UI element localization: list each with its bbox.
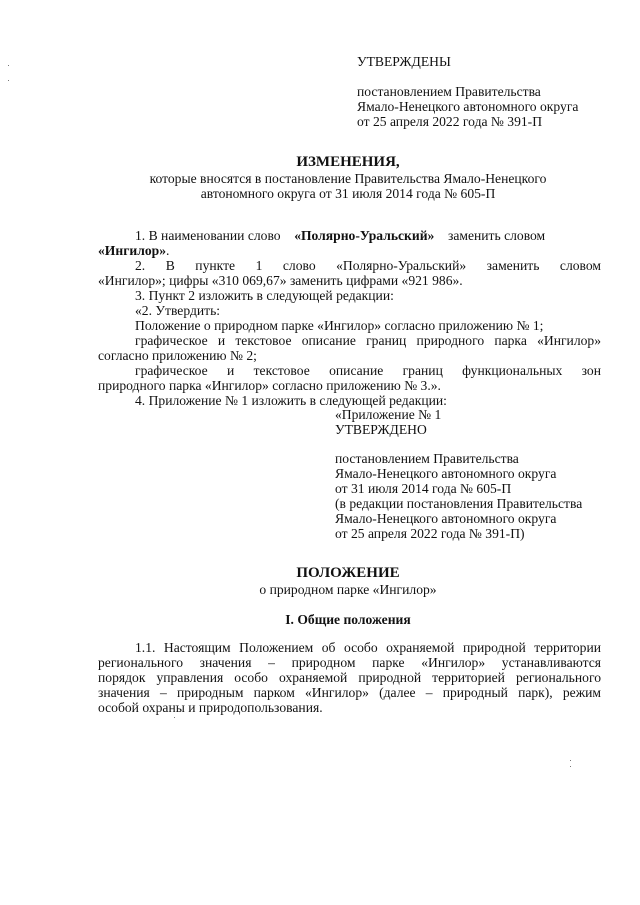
item-1-period: .	[166, 243, 170, 258]
item-1-keyword: «Полярно-Уральский»	[294, 228, 435, 243]
item-3-sub-2a: графическое и текстовое описание границ природного парка «Ингилор»	[135, 333, 601, 348]
item-3-sub-3b: природного парка «Ингилор» согласно приложению № 3.».	[98, 378, 441, 393]
changes-title: ИЗМЕНЕНИЯ,	[296, 154, 400, 170]
item-2-line-2: «Ингилор»; цифры «310 069,67» заменить цифрами «921 986».	[98, 273, 463, 288]
section-heading: I. Общие положения	[285, 612, 411, 627]
changes-subtitle-2: автономного округа от 31 июля 2014 года № 605-П	[200, 186, 496, 201]
item-4-line: 4. Приложение № 1 изложить в следующей редакции:	[135, 393, 447, 408]
approval-title: УТВЕРЖДЕНЫ	[357, 54, 451, 69]
para-line-2: регионального значения – природном парке «Ингилор» устанавливаются	[98, 655, 601, 670]
annex-approved: УТВЕРЖДЕНО	[335, 422, 427, 437]
annex-line-4: (в редакции постановления Правительства	[335, 496, 583, 511]
approval-line-1: постановлением Правительства	[357, 84, 541, 99]
item-1-part-a: 1. В наименовании слово	[135, 228, 281, 243]
item-3-quote: «2. Утвердить:	[135, 303, 221, 318]
item-3-sub-1: Положение о природном парке «Ингилор» согласно приложению № 1;	[135, 318, 544, 333]
approval-line-2: Ямало-Ненецкого автономного округа	[357, 99, 579, 114]
item-3-line: 3. Пункт 2 изложить в следующей редакции:	[135, 288, 394, 303]
item-2-line-1: 2. В пункте 1 слово «Полярно-Уральский» заменить словом	[135, 258, 601, 273]
item-3-sub-2b: согласно приложению № 2;	[98, 348, 257, 363]
item-1-part-c: заменить словом	[447, 228, 546, 243]
para-line-4: значения – природным парком «Ингилор» (далее – природный парк), режим	[98, 685, 601, 700]
para-line-5: особой охраны и природопользования.	[98, 700, 323, 715]
item-3-sub-3a: графическое и текстовое описание границ функциональных зон	[135, 363, 601, 378]
annex-quote: «Приложение № 1	[335, 407, 442, 422]
item-1-new-word: «Ингилор»	[98, 243, 166, 258]
annex-line-6: от 25 апреля 2022 года № 391-П)	[335, 526, 525, 541]
scan-speck	[8, 80, 9, 81]
scan-speck	[174, 717, 175, 718]
item-1-text-cont	[98, 243, 169, 258]
annex-line-3: от 31 июля 2014 года № 605-П	[335, 481, 512, 496]
scan-speck	[8, 65, 9, 66]
changes-subtitle-1: которые вносятся в постановление Правительства Ямало-Ненецкого	[149, 171, 547, 186]
para-line-1: 1.1. Настоящим Положением об особо охраняемой природной территории	[135, 640, 601, 655]
scan-speck	[570, 766, 571, 767]
para-line-3: порядок управления особо охраняемой природной территорией регионального	[98, 670, 601, 685]
annex-line-5: Ямало-Ненецкого автономного округа	[335, 511, 557, 526]
regulation-title: ПОЛОЖЕНИЕ	[296, 565, 400, 581]
approval-line-3: от 25 апреля 2022 года № 391-П	[357, 114, 543, 129]
scan-speck	[570, 760, 571, 761]
annex-line-2: Ямало-Ненецкого автономного округа	[335, 466, 557, 481]
regulation-subtitle: о природном парке «Ингилор»	[259, 582, 437, 597]
item-1-text	[135, 228, 545, 243]
annex-line-1: постановлением Правительства	[335, 451, 519, 466]
